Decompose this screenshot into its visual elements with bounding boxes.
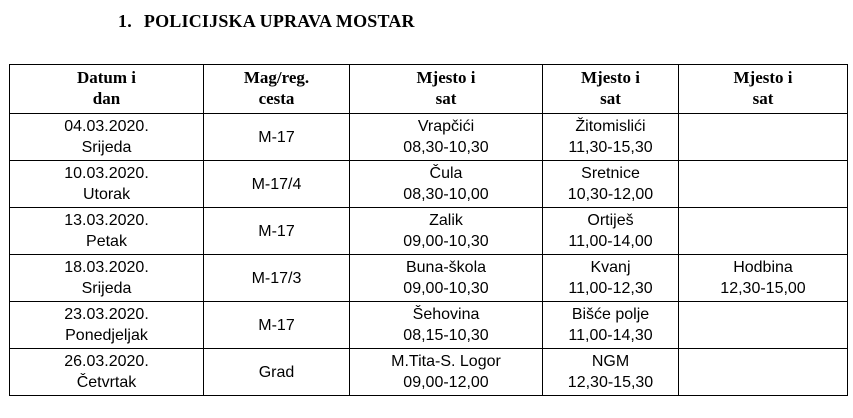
place-time-cell-2: [543, 302, 679, 349]
date-day-cell: [10, 302, 204, 349]
table-row: [10, 255, 848, 302]
header-line: sat: [435, 89, 457, 108]
place-time-cell-1: [350, 255, 543, 302]
heading-title: POLICIJSKA UPRAVA MOSTAR: [143, 11, 415, 31]
place-text: Sretnice: [581, 165, 640, 182]
time-text: 10,30-12,00: [567, 186, 654, 203]
place-text: NGM: [591, 353, 630, 370]
day-text: Četvrtak: [76, 374, 137, 391]
road-cell: M-17/3: [204, 255, 350, 302]
header-road: [204, 65, 350, 114]
date-day-cell: [10, 114, 204, 161]
road-cell: M-17/4: [204, 161, 350, 208]
road-cell: M-17: [204, 114, 350, 161]
place-text: Žitomislići: [575, 118, 646, 135]
time-text: 09,00-10,30: [403, 233, 489, 250]
header-line: Mag/reg.: [243, 68, 310, 87]
place-time-cell-3: [679, 302, 848, 349]
place-text: Zalik: [429, 212, 463, 229]
date-day-cell: [10, 349, 204, 396]
header-line: sat: [600, 89, 621, 108]
place-time-cell-3: [679, 114, 848, 161]
place-text: Šehovina: [412, 306, 480, 323]
day-text: Srijeda: [81, 139, 132, 156]
place-text: Bišće polje: [571, 306, 650, 323]
header-line: dan: [92, 89, 121, 108]
header-line: sat: [752, 89, 774, 108]
place-time-cell-2: [543, 114, 679, 161]
place-time-cell-1: [350, 349, 543, 396]
place-text: Kvanj: [590, 259, 631, 276]
place-time-cell-3: [679, 208, 848, 255]
place-text: M.Tita-S. Logor: [391, 353, 501, 370]
road-cell: M-17: [204, 302, 350, 349]
day-text: Ponedjeljak: [65, 327, 148, 344]
time-text: 09,00-10,30: [403, 280, 489, 297]
date-text: 23.03.2020.: [64, 306, 149, 323]
table-row: [10, 208, 848, 255]
date-text: 13.03.2020.: [64, 212, 149, 229]
place-time-cell-3: [679, 161, 848, 208]
heading-number: 1.: [118, 11, 132, 31]
time-text: 12,30-15,00: [720, 280, 806, 297]
table-row: [10, 114, 848, 161]
header-line: Mjesto i: [733, 68, 793, 87]
place-time-cell-1: [350, 114, 543, 161]
date-day-cell: [10, 161, 204, 208]
date-text: 26.03.2020.: [64, 353, 149, 370]
time-text: 08,30-10,30: [403, 139, 489, 156]
place-time-cell-1: [350, 161, 543, 208]
time-text: 08,30-10,00: [403, 186, 489, 203]
place-text: Vrapčići: [417, 118, 475, 135]
header-line: Datum i: [76, 68, 137, 87]
time-text: 11,00-12,30: [568, 280, 653, 297]
header-line: Mjesto i: [416, 68, 476, 87]
place-time-cell-2: [543, 161, 679, 208]
date-text: 04.03.2020.: [64, 118, 149, 135]
header-line: Mjesto i: [580, 68, 640, 87]
time-text: 09,00-12,00: [403, 374, 489, 391]
place-time-cell-2: [543, 349, 679, 396]
day-text: Utorak: [82, 186, 131, 203]
time-text: 11,30-15,30: [568, 139, 653, 156]
header-line: cesta: [258, 89, 295, 108]
day-text: Srijeda: [81, 280, 132, 297]
time-text: 11,00-14,30: [568, 327, 653, 344]
day-text: Petak: [86, 233, 127, 250]
date-text: 10.03.2020.: [64, 165, 149, 182]
time-text: 11,00-14,00: [568, 233, 653, 250]
place-time-cell-2: [543, 255, 679, 302]
date-text: 18.03.2020.: [64, 259, 149, 276]
place-text: Hodbina: [733, 259, 793, 276]
table-row: [10, 302, 848, 349]
table-row: [10, 161, 848, 208]
date-day-cell: [10, 208, 204, 255]
place-time-cell-2: [543, 208, 679, 255]
time-text: 08,15-10,30: [403, 327, 489, 344]
place-text: Ortiješ: [587, 212, 634, 229]
time-text: 12,30-15,30: [567, 374, 654, 391]
place-text: Čula: [429, 165, 463, 182]
date-day-cell: [10, 255, 204, 302]
place-time-cell-3: [679, 255, 848, 302]
table-header-row: [10, 65, 848, 114]
place-time-cell-1: [350, 208, 543, 255]
document-heading: [118, 11, 415, 32]
table-row: [10, 349, 848, 396]
road-cell: Grad: [204, 349, 350, 396]
road-cell: M-17: [204, 208, 350, 255]
place-text: Buna-škola: [405, 259, 487, 276]
header-date-day: [10, 65, 204, 114]
header-place-time-1: [350, 65, 543, 114]
place-time-cell-3: [679, 349, 848, 396]
schedule-table: [9, 64, 848, 396]
header-place-time-2: [543, 65, 679, 114]
header-place-time-3: [679, 65, 848, 114]
place-time-cell-1: [350, 302, 543, 349]
